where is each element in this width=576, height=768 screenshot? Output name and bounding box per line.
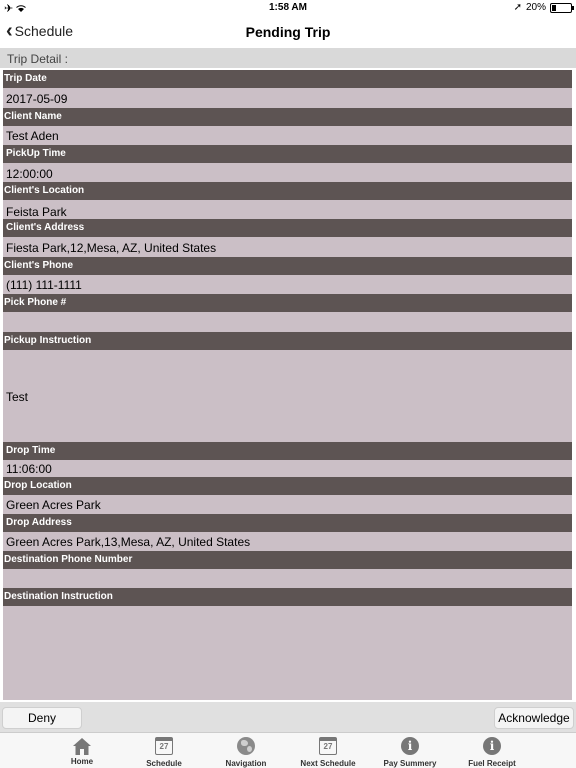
destination-instruction-label: Destination Instruction (3, 588, 572, 606)
chevron-left-icon: ‹ (6, 20, 13, 42)
destination-phone-label: Destination Phone Number (3, 551, 572, 569)
battery-fill (552, 5, 556, 11)
trip-detail-form (3, 70, 572, 700)
tab-navigation-icon-wrap (206, 737, 286, 759)
status-right (514, 2, 572, 13)
deny-button[interactable]: Deny (2, 707, 82, 729)
calendar-icon: 27 (319, 737, 337, 755)
tab-pay-summery-label: Pay Summery (383, 759, 437, 768)
tab-navigation-label: Navigation (225, 759, 267, 768)
info-icon: i (401, 737, 419, 755)
tab-next-schedule[interactable] (288, 735, 368, 768)
airplane-mode-icon: ✈ (4, 3, 14, 15)
location-arrow-icon: ➚ (513, 2, 522, 13)
client-address-value: Fiesta Park,12,Mesa, AZ, United States (6, 241, 217, 255)
drop-time-value: 11:06:00 (6, 462, 52, 476)
pickup-time-label: PickUp Time (3, 145, 572, 163)
pick-phone-label: Pick Phone # (3, 294, 572, 312)
info-icon: i (483, 737, 501, 755)
status-time: 1:58 AM (269, 2, 307, 13)
drop-location-value: Green Acres Park (6, 498, 101, 512)
client-location-value: Feista Park (6, 205, 67, 219)
action-bar (0, 702, 576, 732)
drop-time-label: Drop Time (3, 442, 572, 460)
battery-icon (550, 3, 572, 13)
home-icon (72, 735, 92, 757)
section-header: Trip Detail : (0, 48, 576, 68)
status-bar (0, 0, 576, 18)
calendar-icon: 27 (155, 737, 173, 755)
page-title: Pending Trip (245, 24, 331, 40)
trip-date-value: 2017-05-09 (6, 92, 68, 106)
tab-fuel-receipt-label: Fuel Receipt (468, 759, 516, 768)
drop-location-label: Drop Location (3, 477, 572, 495)
battery-percent: 20% (525, 2, 546, 13)
drop-address-value: Green Acres Park,13,Mesa, AZ, United States (6, 535, 251, 549)
tab-schedule-label: Schedule (146, 759, 182, 768)
tab-pay-summery-icon-wrap (370, 737, 450, 759)
tab-navigation[interactable] (206, 735, 286, 768)
tab-next-schedule-label: Next Schedule (300, 759, 356, 768)
tab-bar (0, 732, 576, 768)
client-phone-value: (111) 111-1111 (6, 278, 82, 292)
tab-home-label: Home (70, 757, 94, 766)
client-phone-label: Client's Phone (3, 257, 572, 275)
tab-home[interactable] (42, 735, 122, 766)
client-address-label: Client's Address (3, 219, 572, 237)
acknowledge-button[interactable]: Acknowledge (494, 707, 574, 729)
pickup-instruction-value: Test (6, 390, 29, 404)
pickup-time-value: 12:00:00 (6, 167, 53, 181)
drop-address-label: Drop Address (3, 514, 572, 532)
tab-pay-summery[interactable] (370, 735, 450, 768)
tab-schedule[interactable] (124, 735, 204, 768)
trip-date-label: Trip Date (3, 70, 572, 88)
back-button-label: Schedule (14, 23, 74, 39)
client-name-label: Client Name (3, 108, 572, 126)
client-location-label: Client's Location (3, 182, 572, 200)
tab-schedule-icon-wrap (124, 737, 204, 759)
client-name-value: Test Aden (6, 129, 59, 143)
navigation-bar (0, 18, 576, 46)
pickup-instruction-label: Pickup Instruction (3, 332, 572, 350)
tab-fuel-receipt[interactable] (452, 735, 532, 768)
globe-icon (237, 737, 255, 755)
tab-next-schedule-icon-wrap (288, 737, 368, 759)
tab-fuel-receipt-icon-wrap (452, 737, 532, 759)
